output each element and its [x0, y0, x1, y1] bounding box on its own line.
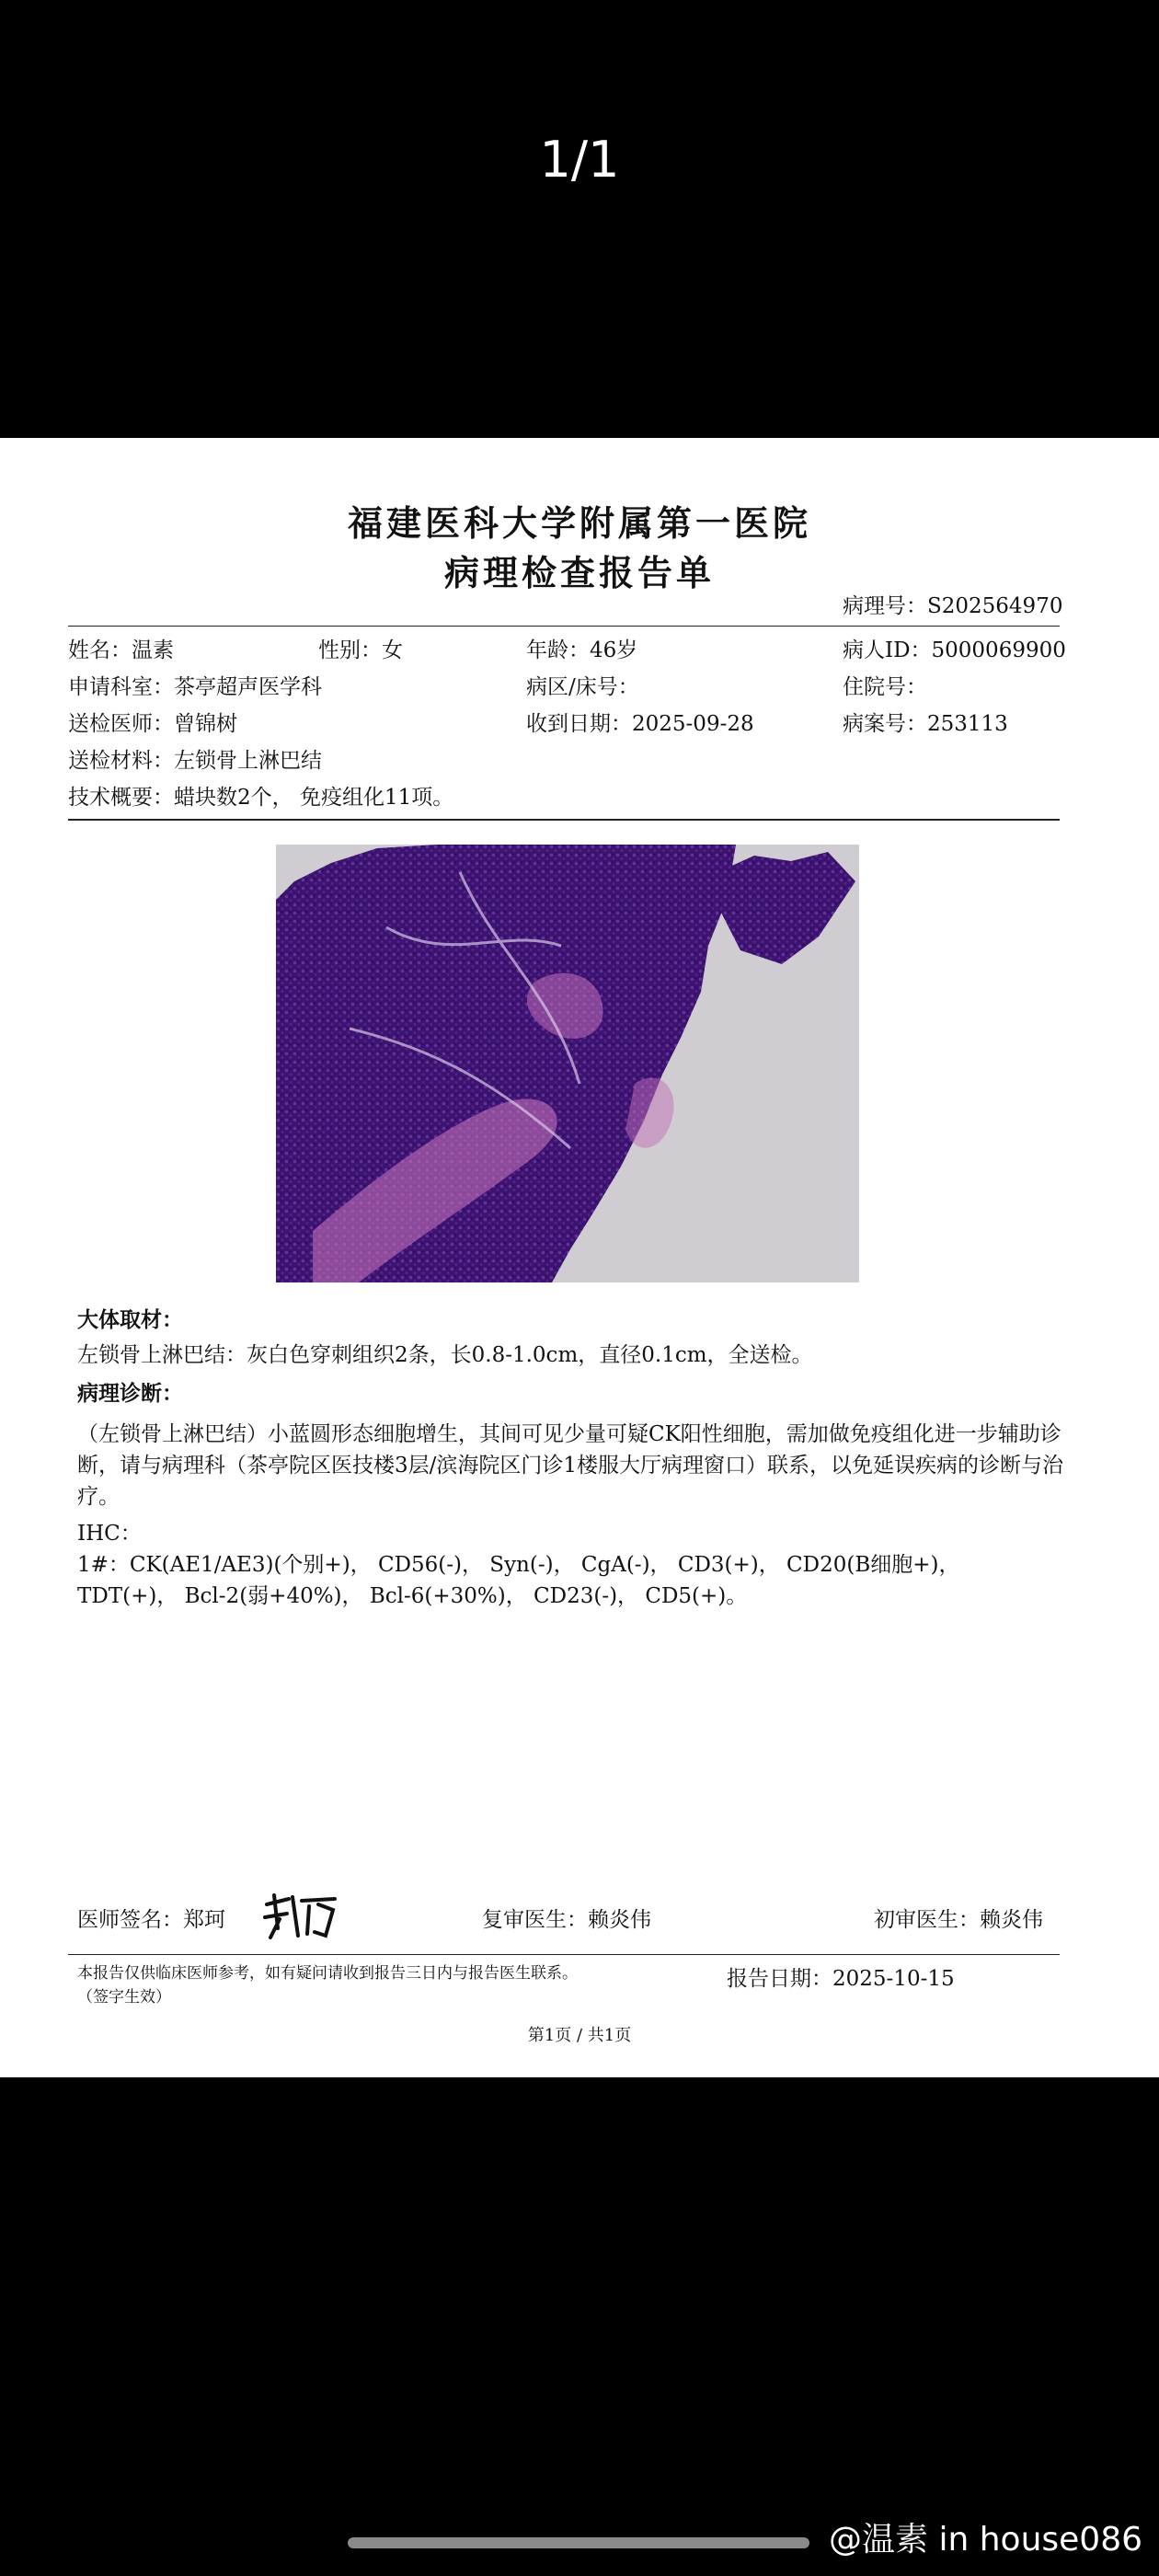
- received-date: 收到日期：2025-09-28: [526, 712, 754, 736]
- ward-bed: 病区/床号：: [526, 675, 639, 699]
- header-divider: [68, 626, 1060, 627]
- footer-divider: [68, 1954, 1060, 1955]
- report-title: 病理检查报告单: [443, 552, 715, 593]
- disclaimer: 本报告仅供临床医师参考，如有疑问请收到报告三日内与报告医生联系。: [77, 1964, 578, 1983]
- patient-name: 姓名：温素: [68, 638, 174, 662]
- requesting-department: 申请科室：茶亭超声医学科: [68, 675, 322, 699]
- case-number: 病案号：253113: [843, 712, 1008, 736]
- ihc-label: IHC：: [77, 1522, 142, 1546]
- signing-doctor: 医师签名：郑珂: [77, 1908, 225, 1932]
- handwritten-signature: [261, 1892, 340, 1941]
- page-counter: 1/1: [539, 131, 620, 189]
- pathology-number: 病理号：S202564970: [843, 594, 1063, 618]
- gross-heading: 大体取材：: [77, 1307, 183, 1332]
- diagnosis-text: （左锁骨上淋巴结）小蓝圆形态细胞增生，其间可见少量可疑CK阳性细胞，需加做免疫组化进一步辅助诊断，请与病理科（茶亭院区医技楼3层/滨海院区门诊1楼服大厅病理窗口）联系，以免延误疾病的诊断与治疗。: [77, 1422, 1064, 1509]
- signature-note: （签字生效）: [77, 1988, 171, 2007]
- watermark: @温素 in house086: [829, 2521, 1142, 2559]
- review-doctor: 复审医生：赖炎伟: [482, 1908, 651, 1932]
- hospital-name: 福建医科大学附属第一医院: [347, 502, 811, 544]
- report-page: [0, 438, 1159, 2077]
- patient-gender: 性别：女: [318, 638, 403, 662]
- technical-summary: 技术概要：蜡块数2个， 免疫组化11项。: [68, 786, 454, 810]
- ihc-results-line-1: 1#：CK(AE1/AE3)(个别+)， CD56(-)， Syn(-)， CgA(-)， CD3(+)， CD20(B细胞+)，: [77, 1553, 960, 1577]
- histology-image: [276, 845, 859, 1282]
- patient-age: 年龄：46岁: [526, 638, 638, 662]
- specimen-material: 送检材料：左锁骨上淋巴结: [68, 749, 322, 773]
- report-date: 报告日期：2025-10-15: [727, 1967, 955, 1991]
- gross-text: 左锁骨上淋巴结：灰白色穿刺组织2条，长0.8-1.0cm，直径0.1cm，全送检。: [77, 1343, 813, 1367]
- info-divider: [68, 819, 1060, 821]
- inpatient-number: 住院号：: [843, 675, 927, 699]
- patient-id: 病人ID：5000069900: [843, 638, 1066, 662]
- diagnosis-heading: 病理诊断：: [77, 1381, 183, 1406]
- page-footer: 第1页 / 共1页: [527, 2026, 632, 2045]
- initial-doctor: 初审医生：赖炎伟: [874, 1908, 1043, 1932]
- ihc-results-line-2: TDT(+)， Bcl-2(弱+40%)， Bcl-6(+30%)， CD23(-)， CD5(+)。: [77, 1584, 748, 1608]
- home-indicator[interactable]: [348, 2537, 809, 2548]
- submitting-doctor: 送检医师：曾锦树: [68, 712, 237, 736]
